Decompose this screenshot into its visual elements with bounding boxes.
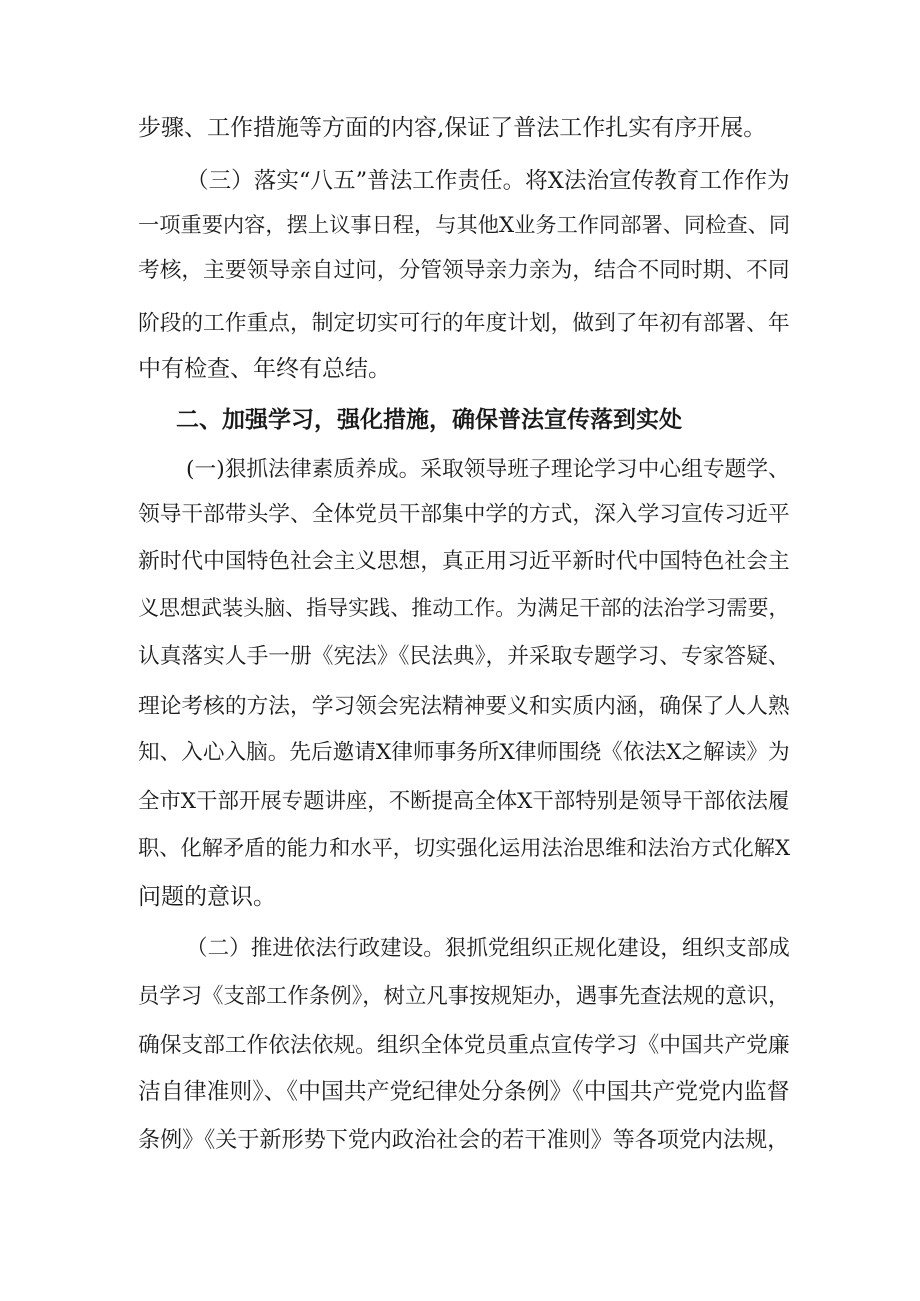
paragraph-line: 洁自律准则》、《中国共产党纪律处分条例》《中国共产党党内监督 (138, 1079, 790, 1105)
paragraph-line: 认真落实人手一册《宪法》《民法典》，并采取专题学习、专家答疑、 (138, 644, 790, 669)
section-heading: 二、加强学习，强化措施，确保普法宣传落到实处 (176, 406, 682, 433)
paragraph-line: 职、化解矛盾的能力和水平，切实强化运用法治思维和法治方式化解X (138, 836, 791, 861)
paragraph-line: （二）推进依法行政建设。狠抓党组织正规化建设，组织支部成 (186, 936, 790, 961)
paragraph-line: 阶段的工作重点，制定切实可行的年度计划，做到了年初有部署、年 (138, 311, 790, 336)
paragraph-line: （三）落实“八五”普法工作责任。将X法治宣传教育工作作为 (186, 168, 790, 194)
paragraph-line: 义思想武装头脑、指导实践、推动工作。为满足干部的法治学习需要， (138, 595, 790, 620)
paragraph-line: 条例》《关于新形势下党内政治社会的若干准则》等各项党内法规， (138, 1127, 790, 1153)
paragraph-line: 理论考核的方法，学习领会宪法精神要义和实质内涵，确保了人人熟 (138, 694, 790, 719)
paragraph-line: 中有检查、年终有总结。 (138, 356, 391, 382)
paragraph-line: (一)狠抓法律素质养成。采取领导班子理论学习中心组专题学、 (186, 457, 790, 482)
paragraph-line: 员学习《支部工作条例》，树立凡事按规矩办，遇事先查法规的意识， (138, 984, 790, 1009)
paragraph-line: 知、入心入脑。先后邀请X律师事务所X律师围绕《依法X之解读》为 (138, 740, 790, 765)
paragraph-line: 考核，主要领导亲自过问，分管领导亲力亲为，结合不同时期、不同 (138, 258, 790, 283)
paragraph-line: 问题的意识。 (138, 884, 276, 910)
paragraph-line: 步骤、工作措施等方面的内容,保证了普法工作扎实有序开展。 (138, 115, 767, 141)
paragraph-line: 一项重要内容，摆上议事日程，与其他X业务工作同部署、同检查、同 (138, 213, 791, 238)
paragraph-line: 新时代中国特色社会主义思想，真正用习近平新时代中国特色社会主 (138, 549, 790, 574)
paragraph-line: 领导干部带头学、全体党员干部集中学的方式，深入学习宣传习近平 (138, 502, 790, 527)
paragraph-line: 确保支部工作依法依规。组织全体党员重点宣传学习《中国共产党廉 (138, 1033, 790, 1058)
paragraph-line: 全市X干部开展专题讲座，不断提高全体X干部特别是领导干部依法履 (138, 789, 790, 814)
